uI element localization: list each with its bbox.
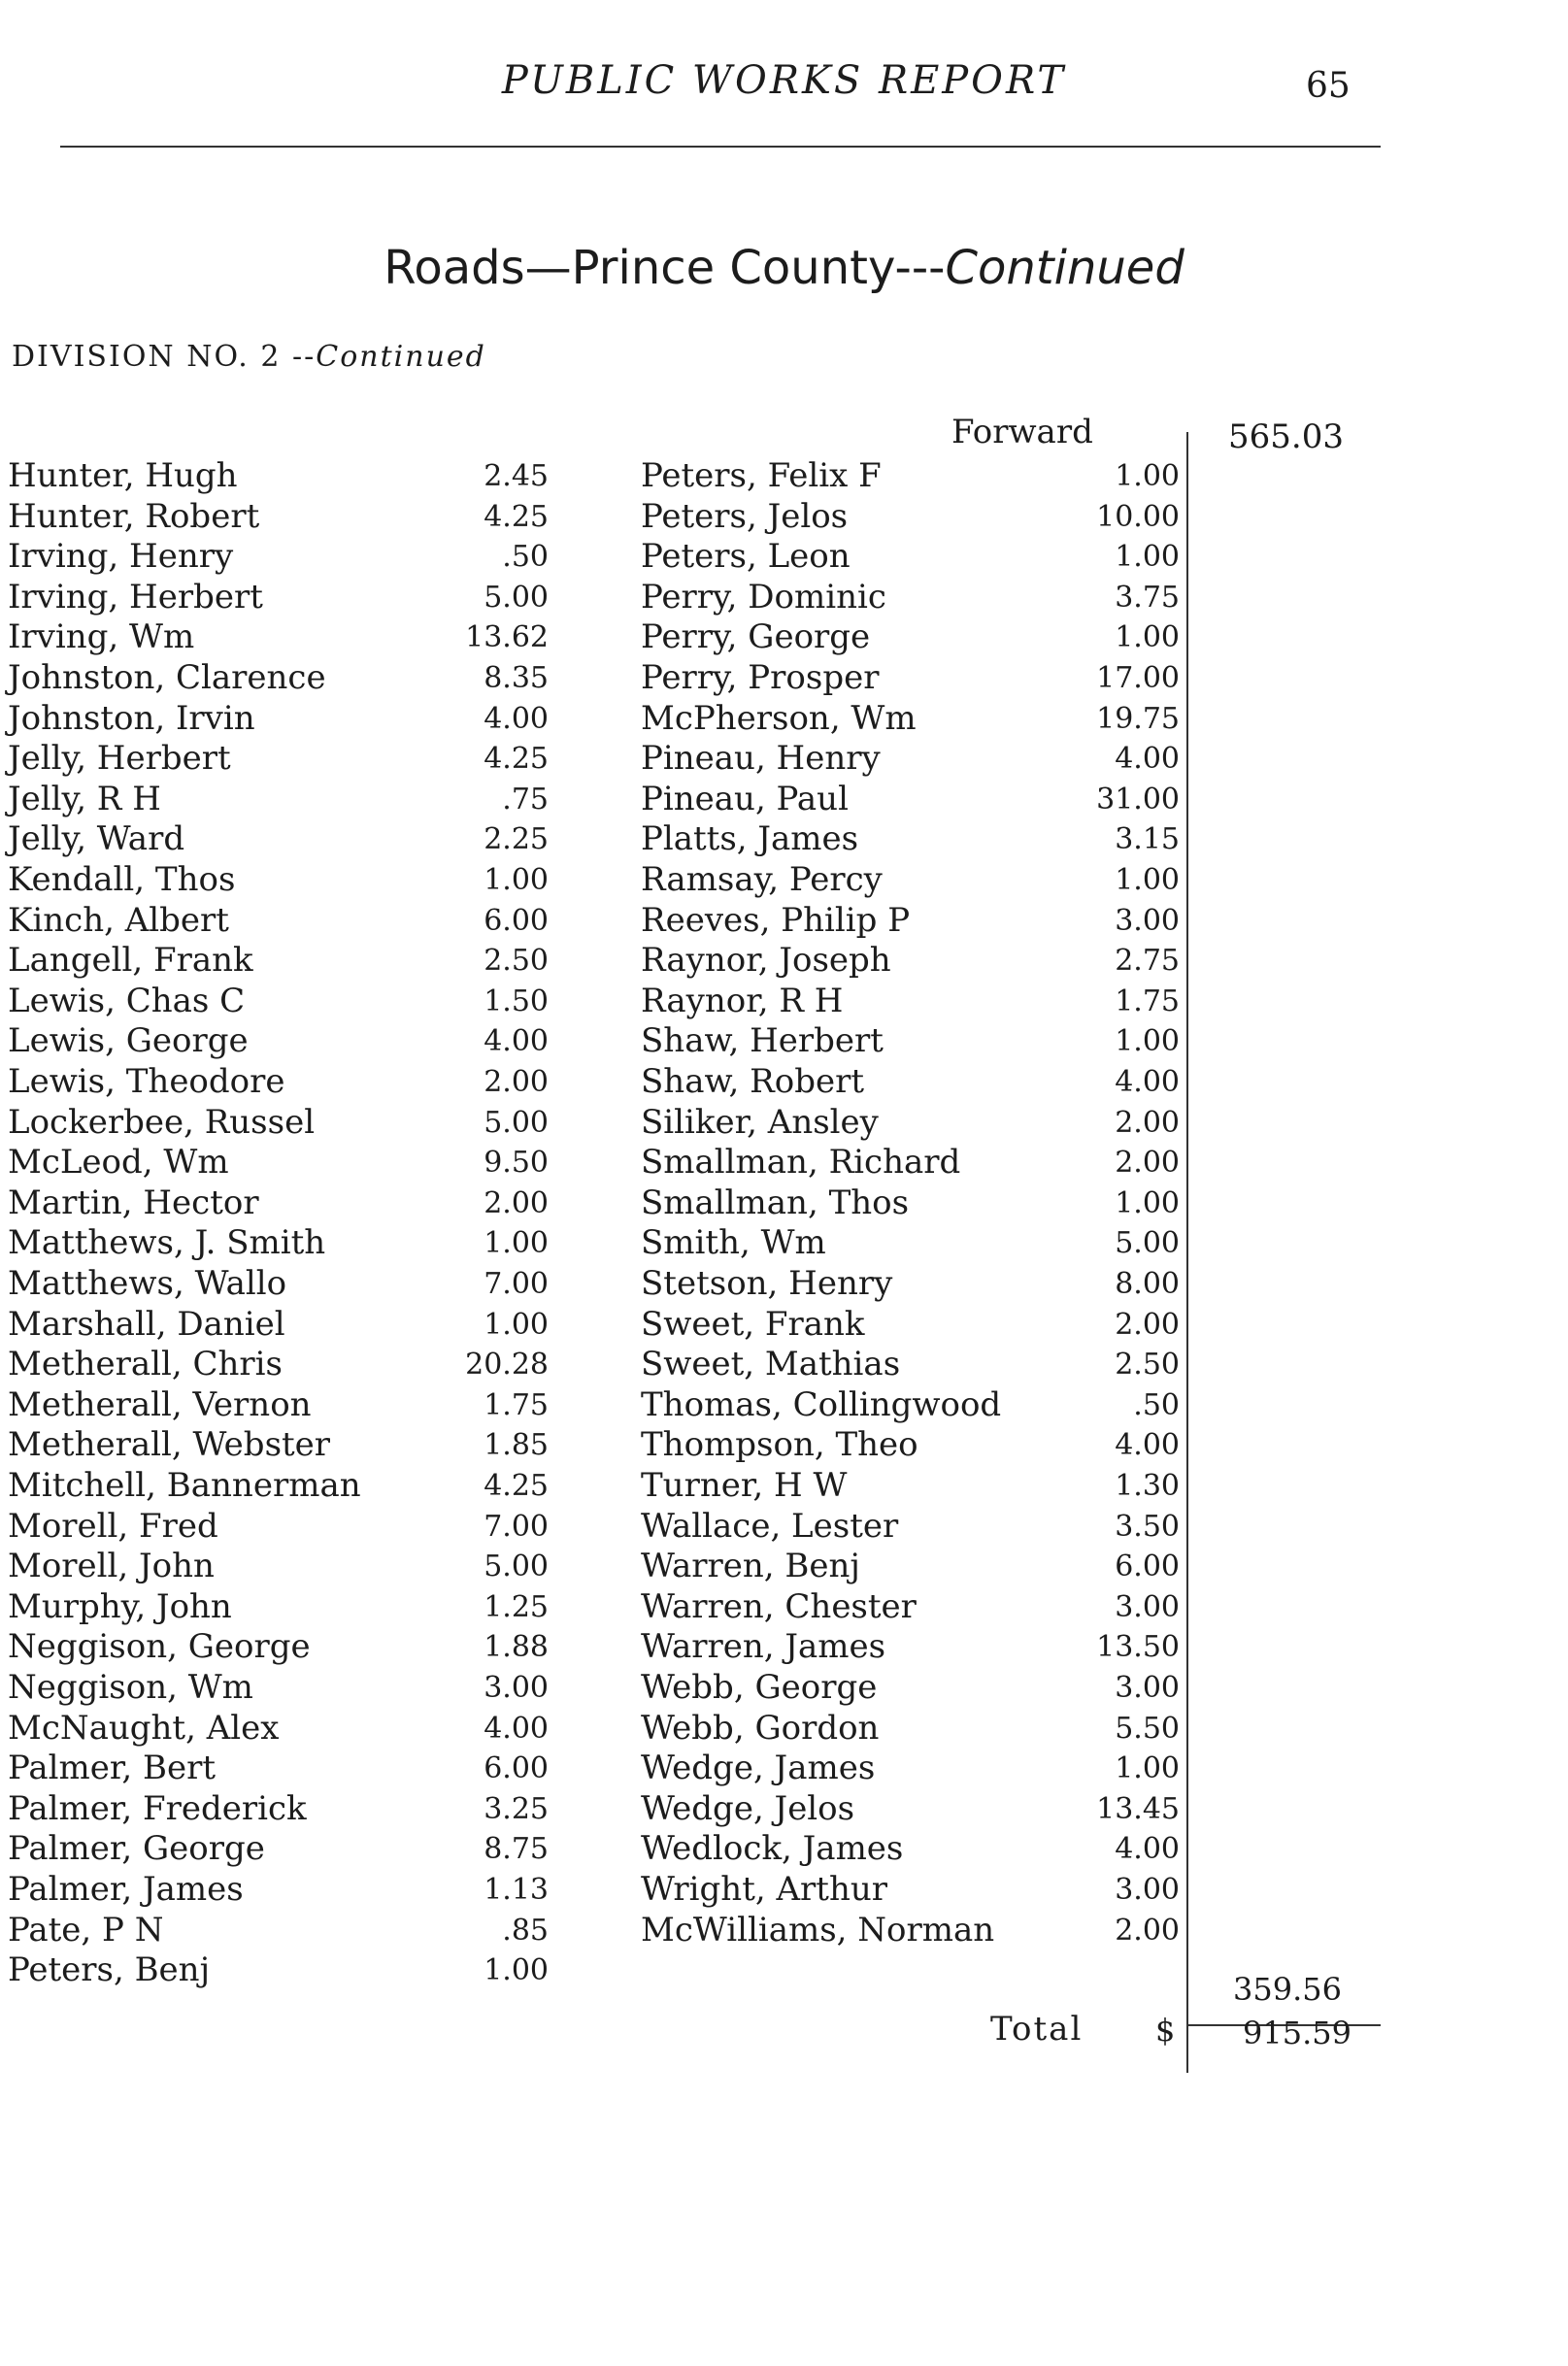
entry-amount: 3.00 <box>1115 1590 1180 1624</box>
forward-value: 565.03 <box>1228 417 1344 456</box>
entry-amount: 2.00 <box>1115 1308 1180 1342</box>
entry-name: Lewis, Theodore <box>8 1062 285 1101</box>
entry-amount: .50 <box>1133 1388 1180 1422</box>
entry-amount: 8.35 <box>484 661 549 695</box>
entry-name: Pineau, Henry <box>641 739 881 778</box>
entry-amount: 2.00 <box>484 1065 549 1099</box>
entry-name: Webb, George <box>641 1668 878 1707</box>
entry-amount: 13.50 <box>1096 1630 1180 1664</box>
entry-amount: 2.45 <box>484 459 549 493</box>
entry-name: Smallman, Richard <box>641 1143 961 1182</box>
entry-amount: 2.00 <box>1115 1146 1180 1180</box>
entry-name: Raynor, R H <box>641 982 844 1020</box>
entry-amount: 1.85 <box>484 1428 549 1462</box>
entry-amount: 5.00 <box>484 1550 549 1583</box>
entry-amount: 2.25 <box>484 822 549 856</box>
header-rule <box>60 146 1381 148</box>
entry-amount: 4.00 <box>1115 1832 1180 1866</box>
entry-amount: 2.00 <box>1115 1914 1180 1948</box>
entry-amount: 13.45 <box>1096 1792 1180 1826</box>
entry-name: Langell, Frank <box>8 941 253 980</box>
entry-amount: 6.00 <box>484 1751 549 1785</box>
entry-name: Peters, Leon <box>641 537 851 576</box>
entry-name: Metherall, Vernon <box>8 1385 312 1424</box>
entry-amount: 1.00 <box>1115 1024 1180 1058</box>
page-title <box>0 241 1568 295</box>
entry-amount: 5.00 <box>1115 1226 1180 1260</box>
entry-amount: 3.25 <box>484 1792 549 1826</box>
entry-name: Palmer, James <box>8 1870 244 1909</box>
entry-name: Neggison, Wm <box>8 1668 253 1707</box>
entry-name: Metherall, Chris <box>8 1345 283 1383</box>
entry-name: McNaught, Alex <box>8 1709 280 1748</box>
entry-name: Palmer, George <box>8 1829 265 1868</box>
entry-amount: 3.15 <box>1115 822 1180 856</box>
entry-amount: 19.75 <box>1096 702 1180 736</box>
entry-name: Kendall, Thos <box>8 860 236 899</box>
entry-amount: 1.30 <box>1115 1469 1180 1503</box>
entry-amount: 6.00 <box>484 904 549 938</box>
entry-name: Turner, H W <box>641 1466 848 1505</box>
entry-amount: 20.28 <box>465 1348 549 1382</box>
entry-amount: 5.00 <box>484 581 549 615</box>
entry-amount: 5.00 <box>484 1106 549 1140</box>
division-label: DIVISION NO. 2 -- <box>12 340 317 374</box>
entry-name: Sweet, Frank <box>641 1305 865 1344</box>
entry-amount: 4.00 <box>1115 1428 1180 1462</box>
entry-name: Wedge, James <box>641 1749 876 1787</box>
entry-amount: .85 <box>502 1914 549 1948</box>
entry-amount: 3.00 <box>484 1671 549 1705</box>
entry-name: Martin, Hector <box>8 1183 259 1222</box>
entry-amount: 7.00 <box>484 1510 549 1544</box>
entry-name: Peters, Jelos <box>641 497 849 536</box>
entry-amount: 1.00 <box>1115 620 1180 654</box>
forward-label: Forward <box>951 413 1093 451</box>
entry-name: Webb, Gordon <box>641 1709 880 1748</box>
entry-name: Reeves, Philip P <box>641 901 911 940</box>
entry-name: Lockerbee, Russel <box>8 1103 316 1142</box>
entry-amount: 6.00 <box>1115 1550 1180 1583</box>
entry-name: Matthews, J. Smith <box>8 1223 326 1262</box>
entry-name: Perry, Prosper <box>641 658 880 697</box>
entry-name: Smallman, Thos <box>641 1183 910 1222</box>
entry-amount: 9.50 <box>484 1146 549 1180</box>
entry-name: McPherson, Wm <box>641 699 917 738</box>
entry-amount: 1.00 <box>1115 540 1180 574</box>
title-continued: Continued <box>945 241 1184 295</box>
currency-sign: $ <box>1155 2012 1176 2049</box>
entry-name: Metherall, Webster <box>8 1425 331 1464</box>
entry-name: Kinch, Albert <box>8 901 229 940</box>
total-label: Total <box>990 2010 1084 2049</box>
entry-name: Jelly, R H <box>8 780 161 818</box>
entry-amount: 1.00 <box>484 863 549 897</box>
entry-amount: 1.00 <box>1115 459 1180 493</box>
entry-name: Stetson, Henry <box>641 1264 893 1303</box>
entry-name: Palmer, Bert <box>8 1749 217 1787</box>
entry-amount: 3.00 <box>1115 904 1180 938</box>
entry-name: Wright, Arthur <box>641 1870 888 1909</box>
entry-amount: 4.00 <box>1115 1065 1180 1099</box>
entry-amount: 4.00 <box>484 1024 549 1058</box>
entry-name: Thomas, Collingwood <box>641 1385 1002 1424</box>
entry-name: Morell, Fred <box>8 1507 218 1546</box>
entry-amount: 13.62 <box>465 620 549 654</box>
entry-name: Lewis, George <box>8 1021 249 1060</box>
entry-name: Irving, Henry <box>8 537 234 576</box>
entry-name: Marshall, Daniel <box>8 1305 285 1344</box>
entry-amount: 31.00 <box>1096 783 1180 816</box>
division-heading <box>12 340 486 374</box>
entry-amount: .75 <box>502 783 549 816</box>
entry-name: Johnston, Clarence <box>8 658 326 697</box>
entry-amount: 4.25 <box>484 742 549 776</box>
entry-name: Peters, Felix F <box>641 456 882 495</box>
entry-name: Irving, Herbert <box>8 578 263 616</box>
entry-name: McWilliams, Norman <box>641 1911 995 1949</box>
entry-name: Warren, Benj <box>641 1547 860 1585</box>
entry-amount: 1.88 <box>484 1630 549 1664</box>
entry-name: Neggison, George <box>8 1627 311 1666</box>
entry-name: Mitchell, Bannerman <box>8 1466 361 1505</box>
entry-amount: 3.50 <box>1115 1510 1180 1544</box>
entry-name: Matthews, Wallo <box>8 1264 287 1303</box>
entry-amount: 3.75 <box>1115 581 1180 615</box>
entry-amount: 1.75 <box>484 1388 549 1422</box>
entry-amount: 1.50 <box>484 984 549 1018</box>
entry-name: McLeod, Wm <box>8 1143 229 1182</box>
entry-amount: 2.00 <box>484 1186 549 1220</box>
entry-amount: 2.50 <box>484 944 549 978</box>
entry-amount: 1.00 <box>1115 1751 1180 1785</box>
entry-amount: 3.00 <box>1115 1873 1180 1907</box>
entry-name: Perry, Dominic <box>641 578 886 616</box>
entry-amount: 1.00 <box>484 1953 549 1987</box>
column-subtotal: 359.56 <box>1233 1971 1342 2008</box>
entry-amount: 1.75 <box>1115 984 1180 1018</box>
entry-name: Peters, Benj <box>8 1950 211 1989</box>
entry-amount: 4.00 <box>484 702 549 736</box>
entry-name: Wedlock, James <box>641 1829 904 1868</box>
entry-amount: 8.75 <box>484 1832 549 1866</box>
entry-amount: 1.00 <box>484 1308 549 1342</box>
grand-total: 915.59 <box>1243 2015 1351 2051</box>
entry-name: Jelly, Herbert <box>8 739 231 778</box>
entry-amount: 5.50 <box>1115 1712 1180 1746</box>
entry-name: Raynor, Joseph <box>641 941 891 980</box>
entry-name: Jelly, Ward <box>8 819 185 858</box>
entry-name: Pineau, Paul <box>641 780 849 818</box>
entry-name: Smith, Wm <box>641 1223 826 1262</box>
entry-name: Hunter, Robert <box>8 497 260 536</box>
entry-name: Irving, Wm <box>8 617 195 656</box>
entry-amount: 2.00 <box>1115 1106 1180 1140</box>
entry-name: Wedge, Jelos <box>641 1789 855 1828</box>
entry-name: Murphy, John <box>8 1587 232 1626</box>
entry-name: Johnston, Irvin <box>8 699 255 738</box>
entry-name: Warren, James <box>641 1627 886 1666</box>
entry-name: Palmer, Frederick <box>8 1789 307 1828</box>
entry-name: Perry, George <box>641 617 871 656</box>
entry-name: Shaw, Herbert <box>641 1021 884 1060</box>
title-main: Roads—Prince County--- <box>384 241 946 295</box>
entry-amount: 4.25 <box>484 1469 549 1503</box>
page-number: 65 <box>1306 66 1351 106</box>
entry-amount: 1.25 <box>484 1590 549 1624</box>
running-title: PUBLIC WORKS REPORT <box>501 58 1067 103</box>
entry-name: Sweet, Mathias <box>641 1345 901 1383</box>
entry-amount: 3.00 <box>1115 1671 1180 1705</box>
entry-amount: 4.00 <box>1115 742 1180 776</box>
entry-name: Siliker, Ansley <box>641 1103 879 1142</box>
entry-name: Ramsay, Percy <box>641 860 883 899</box>
entry-amount: 1.00 <box>484 1226 549 1260</box>
entry-amount: 4.25 <box>484 500 549 534</box>
entry-name: Pate, P N <box>8 1911 164 1949</box>
entry-amount: 8.00 <box>1115 1267 1180 1301</box>
entry-name: Wallace, Lester <box>641 1507 899 1546</box>
entry-amount: 7.00 <box>484 1267 549 1301</box>
entry-amount: 4.00 <box>484 1712 549 1746</box>
entry-name: Hunter, Hugh <box>8 456 238 495</box>
entry-amount: 2.75 <box>1115 944 1180 978</box>
division-continued: Continued <box>316 340 486 374</box>
entry-amount: 1.00 <box>1115 863 1180 897</box>
column-rule <box>1186 432 1188 2073</box>
entry-amount: 10.00 <box>1096 500 1180 534</box>
entry-name: Platts, James <box>641 819 859 858</box>
entry-name: Lewis, Chas C <box>8 982 246 1020</box>
entry-amount: 1.00 <box>1115 1186 1180 1220</box>
entry-amount: 2.50 <box>1115 1348 1180 1382</box>
entry-name: Warren, Chester <box>641 1587 917 1626</box>
entry-amount: 17.00 <box>1096 661 1180 695</box>
entry-amount: .50 <box>502 540 549 574</box>
entry-name: Morell, John <box>8 1547 215 1585</box>
entry-name: Thompson, Theo <box>641 1425 918 1464</box>
entry-amount: 1.13 <box>484 1873 549 1907</box>
entry-name: Shaw, Robert <box>641 1062 865 1101</box>
